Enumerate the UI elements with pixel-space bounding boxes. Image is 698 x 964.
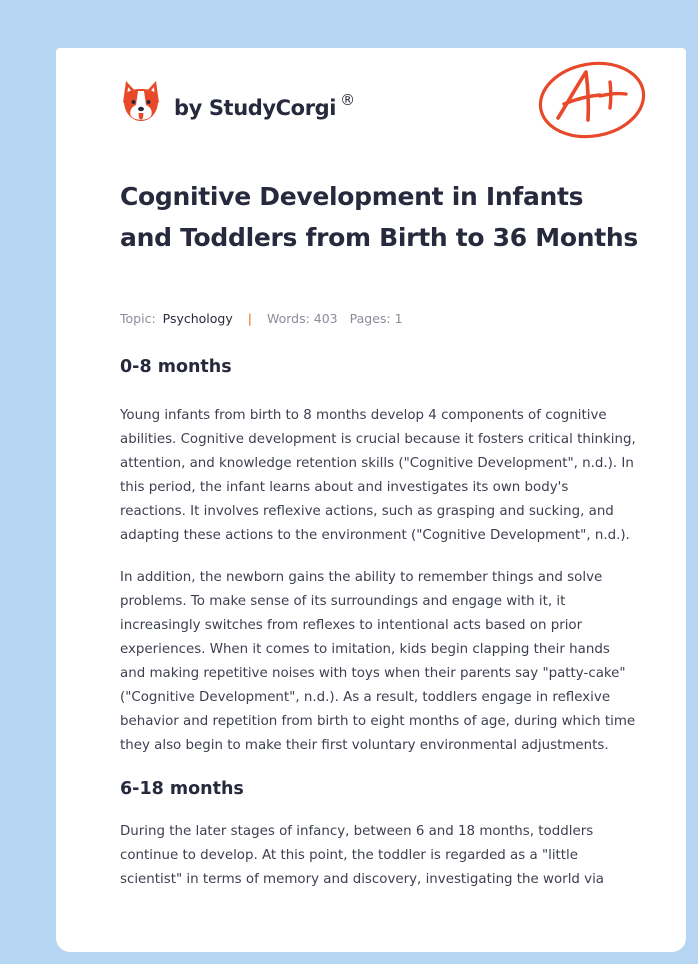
corgi-icon	[120, 79, 162, 125]
section-heading: 0-8 months	[120, 357, 232, 377]
paragraph: During the later stages of infancy, between 6 and 18 months, toddlers continue to develop. At this point, the toddler is regarded as a "little scientist" in terms of memory and discovery, investigating the world via	[120, 824, 605, 887]
brand-header[interactable]	[120, 76, 355, 128]
document-page	[56, 48, 686, 952]
section-heading: 6-18 months	[120, 779, 244, 799]
document-body	[120, 348, 636, 892]
brand-name: by StudyCorgi ®	[174, 91, 355, 120]
paragraph: Young infants from birth to 8 months develop 4 components of cognitive abilities. Cognitive development is crucial because it fosters critical thinking, attention, and knowledge retention skills ("Cognitive Development", n.d.). In this period, the infant learns about and investigates its own body's reactions. It involves reflexive actions, such as grasping and sucking, and adapting these actions to the environment ("Cognitive Development", n.d.).	[120, 408, 636, 543]
topic-label: Topic:	[120, 311, 156, 326]
document-title: Cognitive Development in Infants and Toddlers from Birth to 36 Months	[120, 182, 638, 252]
page-count: Pages: 1	[349, 311, 403, 326]
meta-separator: |	[247, 311, 252, 326]
registered-mark: ®	[340, 91, 355, 109]
topic-link[interactable]: Psychology	[162, 311, 233, 326]
word-count: Words: 403	[266, 311, 338, 326]
paragraph: In addition, the newborn gains the ability to remember things and solve problems. To make sense of its surroundings and engage with it, it increasingly switches from reflexes to intentional acts based on prior experiences. When it comes to imitation, kids begin clapping their hands and making repetitive noises with toys when their parents say "patty-cake" ("Cognitive Development", n.d.). As a result, toddlers engage in reflexive behavior and repetition from birth to eight months of age, during which time they also begin to make their first voluntary environmental adjustments.	[120, 570, 636, 753]
document-meta	[120, 311, 403, 326]
a-plus-grade-icon	[534, 58, 652, 142]
